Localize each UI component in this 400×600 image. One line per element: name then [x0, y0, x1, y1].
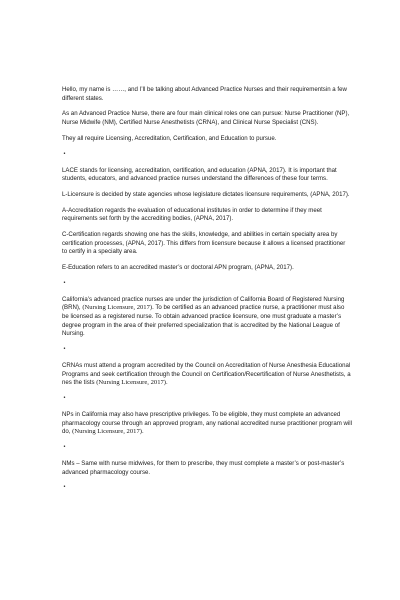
intro-paragraph: Hello, my name is ……, and I’ll be talking about Advanced Practice Nurses and their requirementsin a few different states. [62, 86, 347, 102]
bullet-marker: • [63, 345, 66, 352]
nm-paragraph: NMs – Same with nurse midwives, for them to prescribe, they must complete a master’s or post-master’s advanced pharmacology course. [62, 459, 345, 476]
citation: (Nursing Licensure, 2017) [82, 304, 153, 312]
citation: (Nursing Licensure, 2017) [96, 379, 166, 387]
crna-text-end: . [165, 379, 168, 387]
clinical-roles-paragraph: As an Advanced Practice Nurse, there are four main clinical roles one can pursue: Nurse Practitioner (NP), Nurse Midwife (NM), Certified Nurse Anesthetists (CRNA), and Clinical Nurse Specialist (CNS). [62, 110, 350, 126]
citation: (Nursing Licensure, 2017) [72, 428, 142, 436]
bullet-marker: • [63, 394, 66, 401]
california-text-start: California’s advanced practice nurses are under the jurisdiction of California Board of Registered Nursing (BRN), [62, 295, 345, 312]
np-text-start: NPs in California may also have prescriptive privileges. To be eligible, they must complete an advanced pharmacology course through an approved program, any national accredited nurse practitioner program will do, [62, 410, 352, 436]
lace-paragraph: LACE stands for licensing, accreditation, certification, and education (APNA, 2017). It is important that students, educators, and advanced practice nurses understand the differences of these four terms. [62, 166, 337, 183]
california-paragraph [62, 296, 352, 339]
crna-paragraph [62, 362, 352, 388]
np-paragraph [62, 411, 352, 437]
education-paragraph: E-Education refers to an accredited master’s or doctoral APN program, (APNA, 2017). [62, 264, 294, 272]
bullet-marker: • [63, 484, 66, 491]
california-text-end: . To be certified as an advanced practice nurse, a practitioner must also be licensed as a registered nurse. To obtain advanced practice licensure, one must graduate a master’s degree program in the area of their preferred specialization that is accredited by the National League of Nursing. [62, 304, 345, 338]
crna-text-start: CRNAs must attend a program accredited by the Council on Accreditation of Nurse Anesthesia Educational Programs and seek certification through the Council on Certification/Recertification of Nurse Anesthetists, a nes the tists [62, 361, 351, 387]
document-body [62, 86, 352, 500]
bullet-marker: • [63, 279, 66, 286]
licensure-paragraph: L-Licensure is decided by state agencies whose legislature dictates licensure requirements, (APNA, 2017). [62, 190, 350, 198]
np-text-end: . [141, 428, 144, 436]
requirements-paragraph: They all require Licensing, Accreditation, Certification, and Education to pursue. [62, 134, 277, 142]
certification-paragraph: C-Certification regards showing one has the skills, knowledge, and abilities in certain specialty area by certification processes, (APNA, 2017). This differs from licensure because it allows a licensed practitioner to certify in a specialty area. [62, 231, 346, 256]
accreditation-paragraph: A-Accreditation regards the evaluation of educational institutes in order to determine if they meet requirements set forth by the accrediting bodies, (APNA, 2017). [62, 206, 322, 223]
bullet-marker: • [63, 443, 66, 450]
bullet-marker: • [63, 150, 66, 157]
